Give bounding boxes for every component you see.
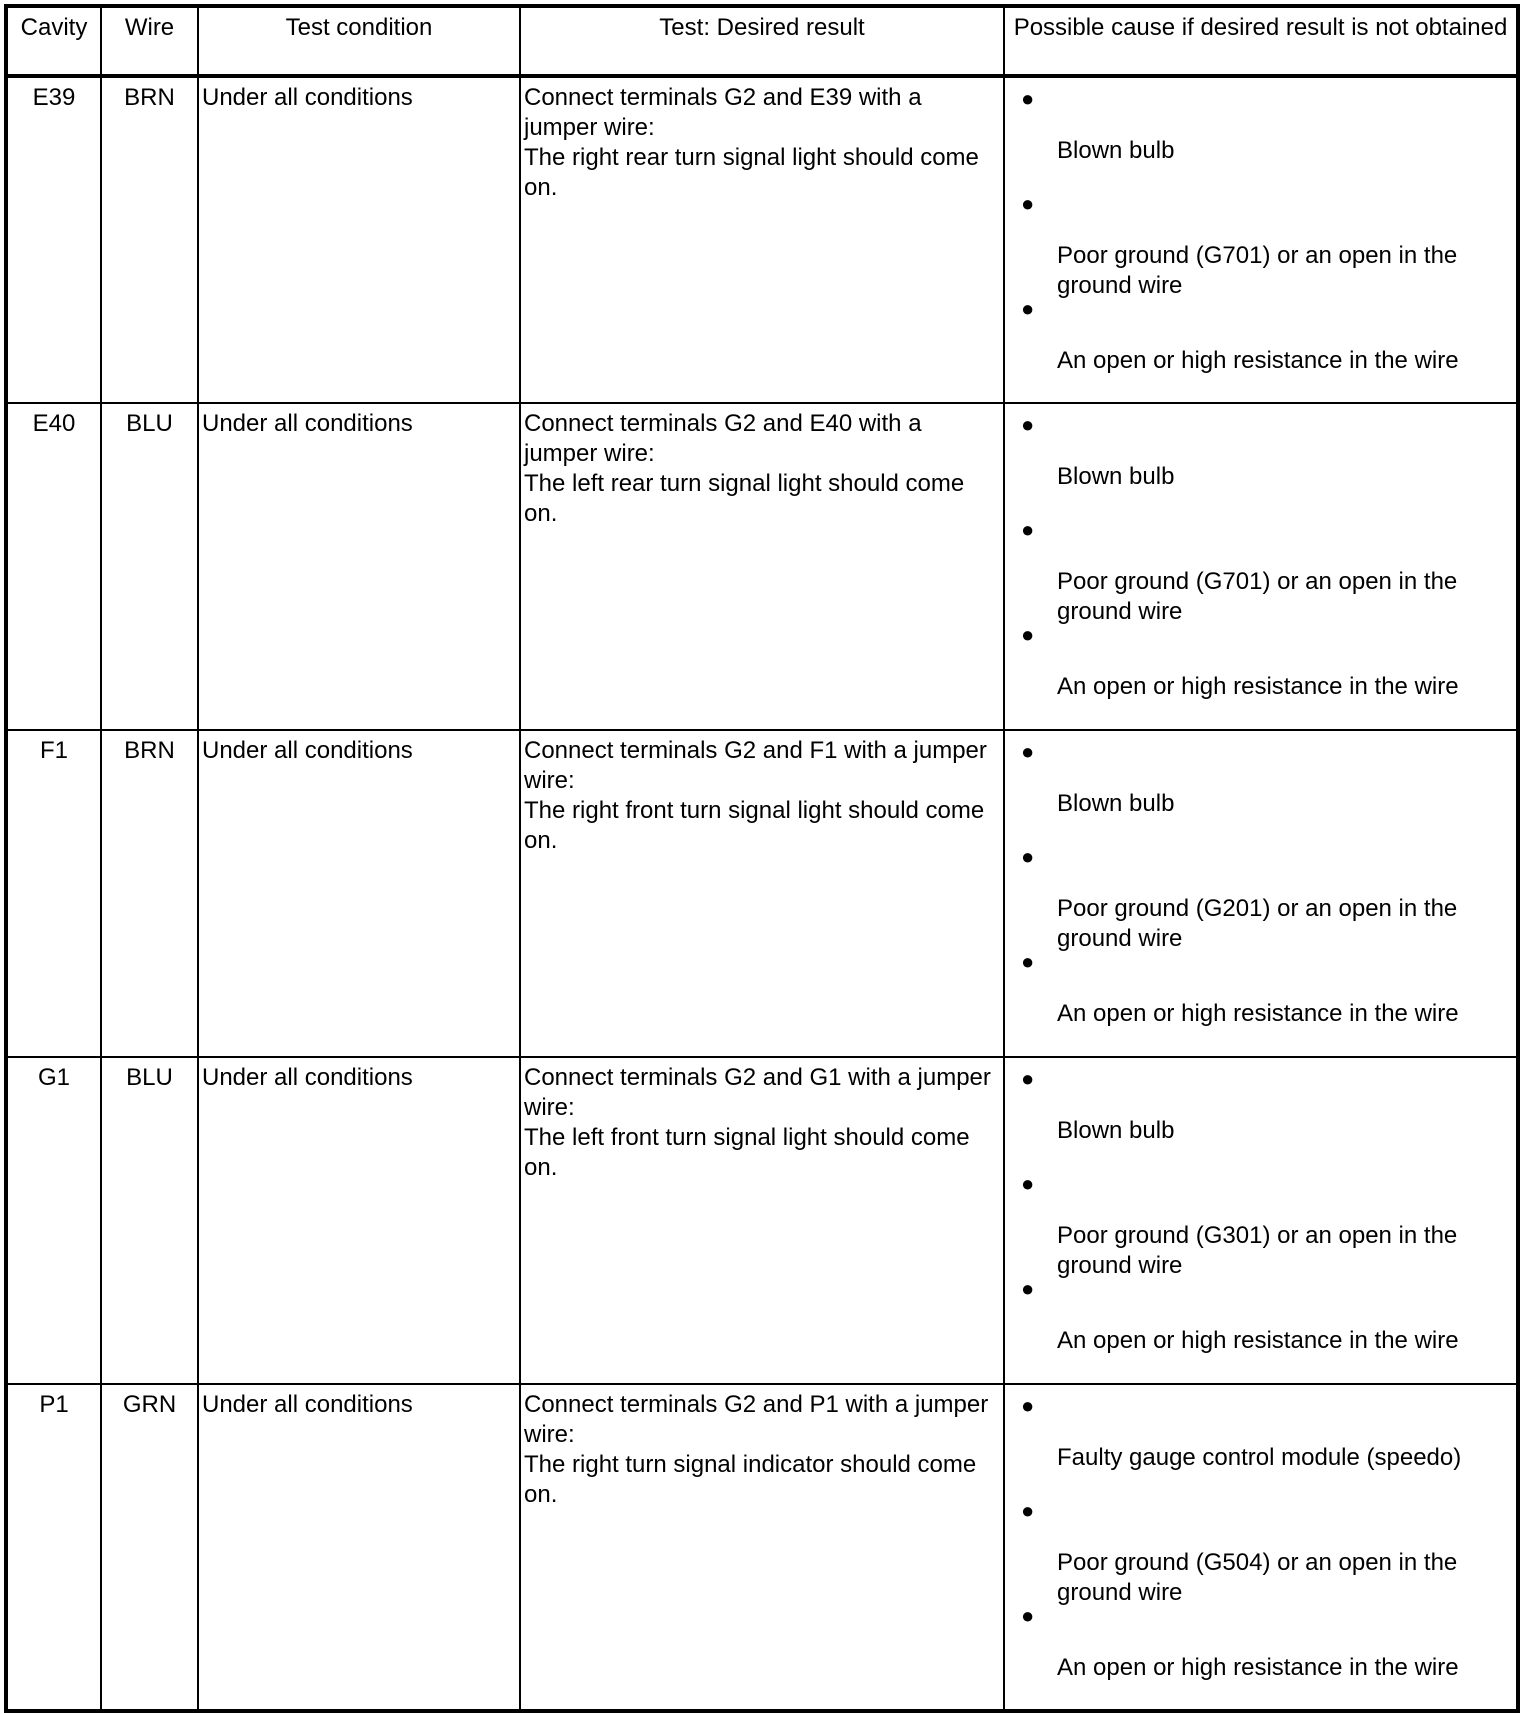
possible-cause-cell xyxy=(1004,1057,1518,1384)
table-row xyxy=(6,1384,1518,1711)
table-row xyxy=(6,730,1518,1057)
diagnostic-table xyxy=(4,4,1520,1713)
cause-text: Poor ground (G201) or an open in the ground wire xyxy=(1057,895,1458,952)
cause-text: Blown bulb xyxy=(1057,790,1175,817)
bullet-icon: ● xyxy=(1021,412,1035,437)
list-item xyxy=(1005,183,1516,299)
possible-cause-cell xyxy=(1004,730,1518,1057)
cause-text: Blown bulb xyxy=(1057,1117,1175,1144)
header-possible-cause: Possible cause if desired result is not obtained xyxy=(1004,6,1518,76)
cause-text: An open or high resistance in the wire xyxy=(1057,1000,1459,1027)
desired-result-text: Connect terminals G2 and F1 with a jumper wire: xyxy=(524,737,987,794)
wire-cell: BLU xyxy=(101,1057,198,1384)
table-row xyxy=(6,76,1518,403)
cause-text: An open or high resistance in the wire xyxy=(1057,1327,1459,1354)
desired-result-cell xyxy=(520,730,1004,1057)
desired-result-text: Connect terminals G2 and P1 with a jumper wire: xyxy=(524,1391,989,1448)
test-condition-cell: Under all conditions xyxy=(198,1384,520,1711)
bullet-icon: ● xyxy=(1021,622,1035,647)
bullet-icon: ● xyxy=(1021,1276,1035,1301)
table-row xyxy=(6,1057,1518,1384)
bullet-icon: ● xyxy=(1021,1498,1035,1523)
desired-result-text: The right rear turn signal light should come on. xyxy=(524,144,979,201)
cause-text: Poor ground (G301) or an open in the ground wire xyxy=(1057,1222,1458,1279)
desired-result-text: The left rear turn signal light should come on. xyxy=(524,470,965,527)
bullet-icon: ● xyxy=(1021,949,1035,974)
cavity-cell: E39 xyxy=(6,76,101,403)
list-item xyxy=(1005,288,1516,398)
desired-result-text: Connect terminals G2 and E40 with a jumper wire: xyxy=(524,410,922,467)
cause-list xyxy=(1005,404,1516,724)
cause-text: Poor ground (G701) or an open in the ground wire xyxy=(1057,568,1458,625)
table-body xyxy=(6,76,1518,1711)
list-item xyxy=(1005,1268,1516,1378)
header-desired-result: Test: Desired result xyxy=(520,6,1004,76)
list-item xyxy=(1005,614,1516,724)
possible-cause-cell xyxy=(1004,403,1518,730)
possible-cause-cell xyxy=(1004,76,1518,403)
bullet-icon: ● xyxy=(1021,517,1035,542)
cause-text: An open or high resistance in the wire xyxy=(1057,347,1459,374)
cause-list xyxy=(1005,1385,1516,1705)
cause-text: Poor ground (G504) or an open in the ground wire xyxy=(1057,1549,1458,1606)
desired-result-cell xyxy=(520,403,1004,730)
list-item xyxy=(1005,836,1516,952)
list-item xyxy=(1005,1595,1516,1705)
wire-cell: BRN xyxy=(101,76,198,403)
cause-text: Faulty gauge control module (speedo) xyxy=(1057,1444,1462,1471)
desired-result-text: Connect terminals G2 and G1 with a jumper wire: xyxy=(524,1064,991,1121)
cause-text: Blown bulb xyxy=(1057,137,1175,164)
bullet-icon: ● xyxy=(1021,1603,1035,1628)
bullet-icon: ● xyxy=(1021,1066,1035,1091)
cavity-cell: G1 xyxy=(6,1057,101,1384)
bullet-icon: ● xyxy=(1021,191,1035,216)
list-item xyxy=(1005,404,1516,509)
wire-cell: BLU xyxy=(101,403,198,730)
desired-result-text: Connect terminals G2 and E39 with a jumper wire: xyxy=(524,84,922,141)
cavity-cell: E40 xyxy=(6,403,101,730)
wire-cell: GRN xyxy=(101,1384,198,1711)
cause-text: An open or high resistance in the wire xyxy=(1057,1654,1459,1681)
bullet-icon: ● xyxy=(1021,1393,1035,1418)
list-item xyxy=(1005,1490,1516,1606)
desired-result-cell xyxy=(520,1057,1004,1384)
desired-result-cell xyxy=(520,1384,1004,1711)
cause-list xyxy=(1005,78,1516,398)
header-cavity: Cavity xyxy=(6,6,101,76)
list-item xyxy=(1005,509,1516,625)
cause-text: An open or high resistance in the wire xyxy=(1057,673,1459,700)
list-item xyxy=(1005,731,1516,836)
desired-result-cell xyxy=(520,76,1004,403)
bullet-icon: ● xyxy=(1021,86,1035,111)
cause-list xyxy=(1005,1058,1516,1378)
test-condition-cell: Under all conditions xyxy=(198,730,520,1057)
header-test-condition: Test condition xyxy=(198,6,520,76)
cavity-cell: P1 xyxy=(6,1384,101,1711)
list-item xyxy=(1005,1385,1516,1490)
list-item xyxy=(1005,941,1516,1051)
list-item xyxy=(1005,1163,1516,1279)
header-wire: Wire xyxy=(101,6,198,76)
bullet-icon: ● xyxy=(1021,296,1035,321)
cause-list xyxy=(1005,731,1516,1051)
test-condition-cell: Under all conditions xyxy=(198,403,520,730)
possible-cause-cell xyxy=(1004,1384,1518,1711)
table-row xyxy=(6,403,1518,730)
desired-result-text: The right front turn signal light should come on. xyxy=(524,797,985,854)
wire-cell: BRN xyxy=(101,730,198,1057)
cavity-cell: F1 xyxy=(6,730,101,1057)
bullet-icon: ● xyxy=(1021,844,1035,869)
list-item xyxy=(1005,1058,1516,1163)
cause-text: Poor ground (G701) or an open in the ground wire xyxy=(1057,242,1458,299)
desired-result-text: The left front turn signal light should come on. xyxy=(524,1124,970,1181)
desired-result-text: The right turn signal indicator should come on. xyxy=(524,1451,977,1508)
table-header-row xyxy=(6,6,1518,76)
test-condition-cell: Under all conditions xyxy=(198,76,520,403)
bullet-icon: ● xyxy=(1021,739,1035,764)
list-item xyxy=(1005,78,1516,183)
bullet-icon: ● xyxy=(1021,1171,1035,1196)
test-condition-cell: Under all conditions xyxy=(198,1057,520,1384)
cause-text: Blown bulb xyxy=(1057,463,1175,490)
